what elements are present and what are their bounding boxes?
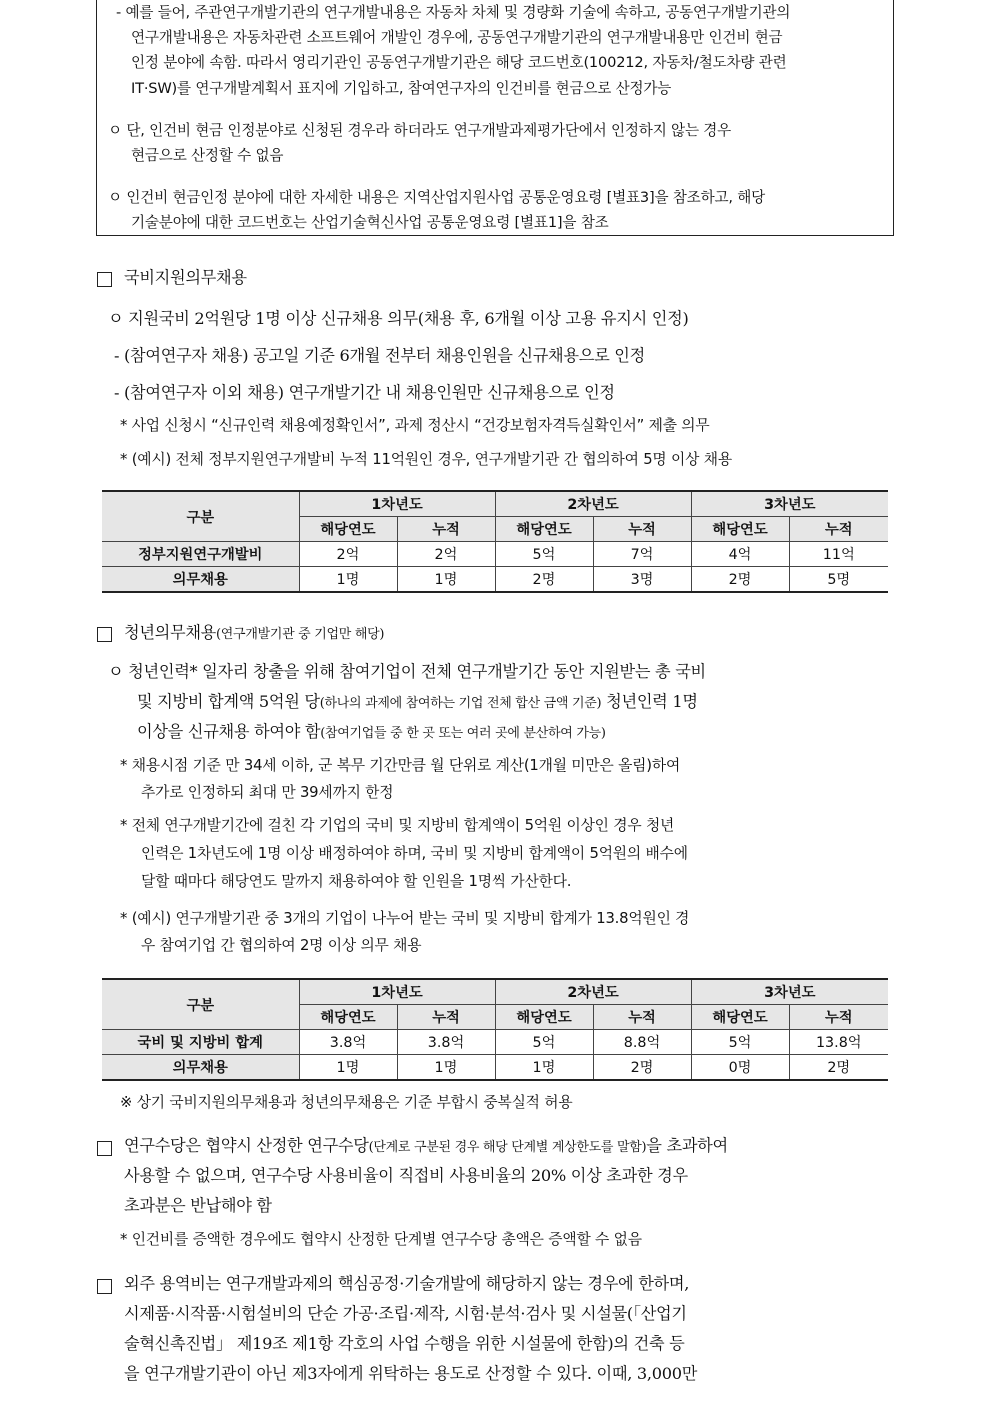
- section-line: 술혁신촉진법」 제19조 제1항 각호의 사업 수행을 위한 시설물에 한함)의 건축 등: [124, 1334, 685, 1353]
- table-subheader: 해당연도: [495, 1005, 593, 1030]
- table-cell: 5억: [495, 542, 593, 567]
- youth-hiring-table: [102, 978, 888, 1081]
- checkbox-square-icon: [97, 272, 112, 287]
- table-header: 2차년도: [495, 491, 691, 517]
- table-subheader: 누적: [397, 517, 495, 542]
- note-line: 추가로 인정하되 최대 만 39세까지 한정: [141, 784, 394, 801]
- table-cell: 1명: [495, 1055, 593, 1081]
- section-heading: 청년의무채용: [124, 623, 217, 642]
- table-cell: 3.8억: [299, 1030, 397, 1055]
- table-cell: 11억: [789, 542, 888, 567]
- table-header: 구분: [102, 491, 299, 542]
- table-row: [102, 567, 888, 593]
- row-label: 의무채용: [102, 1055, 299, 1081]
- box-line: ㅇ 단, 인건비 현금 인정분야로 신청된 경우라 하더라도 연구개발과제평가단에서 인정하지 않는 경우: [108, 122, 732, 139]
- table-cell: 2명: [593, 1055, 691, 1081]
- section-line: [137, 721, 606, 745]
- table-cell: 4억: [691, 542, 789, 567]
- table-cell: 3.8억: [397, 1030, 495, 1055]
- note-line: 달할 때마다 해당연도 말까지 채용하여야 할 인원을 1명씩 가산한다.: [141, 873, 572, 890]
- hiring-table: [102, 490, 888, 593]
- note-line: * 전체 연구개발기간에 걸친 각 기업의 국비 및 지방비 합계액이 5억원 이상인 경우 청년: [120, 817, 675, 834]
- box-line: 현금으로 산정할 수 없음: [131, 147, 284, 164]
- table-cell: 2억: [299, 542, 397, 567]
- table-subheader: 누적: [397, 1005, 495, 1030]
- note-line: 인력은 1차년도에 1명 이상 배정하여야 하며, 국비 및 지방비 합계액이 5억원의 배수에: [141, 845, 688, 862]
- table-header: 3차년도: [691, 979, 888, 1005]
- table-cell: 0명: [691, 1055, 789, 1081]
- table-header: 2차년도: [495, 979, 691, 1005]
- text-span: (참여기업들 중 한 곳 또는 여러 곳에 분산하여 가능): [320, 726, 606, 741]
- row-label: 국비 및 지방비 합계: [102, 1030, 299, 1055]
- table-subheader: 해당연도: [495, 517, 593, 542]
- box-line: 기술분야에 대한 코드번호는 산업기술혁신사업 공통운영요령 [별표1]을 참조: [131, 214, 609, 231]
- table-cell: 2명: [495, 567, 593, 593]
- table-cell: 1명: [397, 567, 495, 593]
- text-span: (하나의 과제에 참여하는 기업 전체 합산 금액 기준): [319, 696, 602, 711]
- table-header: 3차년도: [691, 491, 888, 517]
- table-cell: 7억: [593, 542, 691, 567]
- box-line: - 예를 들어, 주관연구개발기관의 연구개발내용은 자동차 차체 및 경량화 기술에 속하고, 공동연구개발기관의: [116, 4, 791, 21]
- table-cell: 5억: [495, 1030, 593, 1055]
- table-cell: 1명: [299, 567, 397, 593]
- note-line: 우 참여기업 간 협의하여 2명 이상 의무 채용: [141, 937, 422, 954]
- table-cell: 5억: [691, 1030, 789, 1055]
- section-line: 사용할 수 없으며, 연구수당 사용비율이 직접비 사용비율의 20% 이상 초과한 경우: [124, 1166, 688, 1185]
- note-line: * 사업 신청시 “신규인력 채용예정확인서”, 과제 정산시 “건강보험자격득실확인서” 제출 의무: [120, 417, 710, 434]
- note-line: * 채용시점 기준 만 34세 이하, 군 복무 기간만큼 월 단위로 계산(1개월 미만은 올림)하여: [120, 757, 681, 774]
- section-line: [137, 691, 698, 715]
- box-line: IT·SW)를 연구개발계획서 표지에 기입하고, 참여연구자의 인건비를 현금으로 산정가능: [131, 80, 672, 97]
- box-line: 연구개발내용은 자동차관련 소프트웨어 개발인 경우에, 공동연구개발기관의 연구개발내용만 인건비 현금: [131, 29, 783, 46]
- section-line: ㅇ 지원국비 2억원당 1명 이상 신규채용 의무(채용 후, 6개월 이상 고용 유지시 인정): [108, 309, 689, 328]
- box-line: ㅇ 인건비 현금인정 분야에 대한 자세한 내용은 지역산업지원사업 공통운영요령 [별표3]을 참조하고, 해당: [108, 189, 766, 206]
- table-cell: 2억: [397, 542, 495, 567]
- text-span: 및 지방비 합계액 5억원 당: [137, 692, 320, 711]
- row-label: 정부지원연구개발비: [102, 542, 299, 567]
- checkbox-square-icon: [97, 627, 112, 642]
- text-span: 을 초과하여: [646, 1136, 728, 1155]
- section-line: 초과분은 반납해야 함: [124, 1196, 272, 1215]
- text-span: 이상을 신규채용 하여야 함: [137, 722, 321, 741]
- section-line: 시제품·시작품·시험설비의 단순 가공·조립·제작, 시험·분석·검사 및 시설물(「산업기: [124, 1304, 687, 1323]
- section-line: 을 연구개발기관이 아닌 제3자에게 위탁하는 용도로 산정할 수 있다. 이때, 3,000만: [124, 1364, 698, 1383]
- row-label: 의무채용: [102, 567, 299, 593]
- section-line: 외주 용역비는 연구개발과제의 핵심공정·기술개발에 해당하지 않는 경우에 한하며,: [124, 1274, 690, 1293]
- checkbox-square-icon: [97, 1279, 112, 1294]
- table-row: [102, 1030, 888, 1055]
- table-cell: 13.8억: [789, 1030, 888, 1055]
- table-row: [102, 542, 888, 567]
- section-heading-line: [124, 622, 384, 646]
- table-subheader: 누적: [789, 517, 888, 542]
- table-subheader: 누적: [789, 1005, 888, 1030]
- section-line: - (참여연구자 채용) 공고일 기준 6개월 전부터 채용인원을 신규채용으로 인정: [114, 346, 645, 365]
- section-line: [124, 1135, 728, 1159]
- table-subheader: 누적: [593, 1005, 691, 1030]
- note-line: * (예시) 연구개발기관 중 3개의 기업이 나누어 받는 국비 및 지방비 합계가 13.8억원인 경: [120, 910, 690, 927]
- box-line: 인정 분야에 속함. 따라서 영리기관인 공동연구개발기관은 해당 코드번호(100212, 자동차/철도차량 관련: [131, 54, 787, 71]
- checkbox-square-icon: [97, 1141, 112, 1156]
- table-subheader: 해당연도: [691, 1005, 789, 1030]
- text-span: (단계로 구분된 경우 해당 단계별 계상한도를 말함): [368, 1140, 647, 1155]
- section-heading: 국비지원의무채용: [124, 268, 247, 287]
- table-cell: 1명: [299, 1055, 397, 1081]
- table-cell: 3명: [593, 567, 691, 593]
- table-header: 1차년도: [299, 979, 495, 1005]
- table-subheader: 해당연도: [299, 1005, 397, 1030]
- table-row: [102, 1055, 888, 1081]
- table-header: 1차년도: [299, 491, 495, 517]
- text-span: 연구수당은 협약시 산정한 연구수당: [124, 1136, 369, 1155]
- table-cell: 1명: [397, 1055, 495, 1081]
- table-subheader: 해당연도: [691, 517, 789, 542]
- text-span: 청년인력 1명: [601, 692, 698, 711]
- section-line: ㅇ 청년인력* 일자리 창출을 위해 참여기업이 전체 연구개발기간 동안 지원받는 총 국비: [108, 662, 706, 681]
- section-line: - (참여연구자 이외 채용) 연구개발기간 내 채용인원만 신규채용으로 인정: [114, 383, 615, 402]
- note-line: * (예시) 전체 정부지원연구개발비 누적 11억원인 경우, 연구개발기관 간 협의하여 5명 이상 채용: [120, 451, 732, 468]
- table-header: 구분: [102, 979, 299, 1030]
- table-cell: 8.8억: [593, 1030, 691, 1055]
- note-line: * 인건비를 증액한 경우에도 협약시 산정한 단계별 연구수당 총액은 증액할 수 없음: [120, 1231, 642, 1248]
- table-cell: 2명: [789, 1055, 888, 1081]
- table-subheader: 해당연도: [299, 517, 397, 542]
- table-cell: 5명: [789, 567, 888, 593]
- table-subheader: 누적: [593, 517, 691, 542]
- footnote: ※ 상기 국비지원의무채용과 청년의무채용은 기준 부합시 중복실적 허용: [120, 1094, 573, 1111]
- table-cell: 2명: [691, 567, 789, 593]
- section-heading-note: (연구개발기관 중 기업만 해당): [216, 627, 385, 642]
